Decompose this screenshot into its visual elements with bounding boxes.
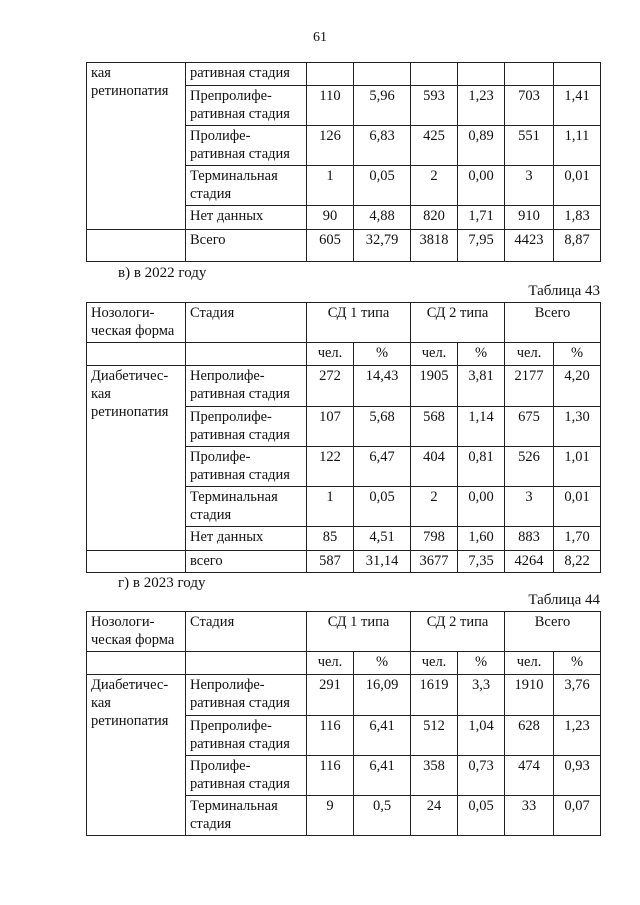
empty-cell bbox=[87, 551, 186, 573]
value-cell: 3818 bbox=[411, 230, 458, 262]
value-cell: 1,14 bbox=[458, 407, 505, 447]
section-caption-2022: в) в 2022 году bbox=[118, 265, 207, 281]
value-cell: 0,5 bbox=[354, 796, 411, 836]
value-cell: 0,05 bbox=[354, 166, 411, 206]
value-cell: 910 bbox=[505, 206, 554, 230]
value-cell: 7,95 bbox=[458, 230, 505, 262]
table-row bbox=[87, 63, 601, 86]
header-sd1: СД 1 типа bbox=[307, 612, 411, 652]
value-cell bbox=[458, 63, 505, 86]
value-cell: 1,30 bbox=[554, 407, 601, 447]
nosology-cell: кая ретинопатия bbox=[87, 63, 186, 230]
stage-cell: Пролифе- ративная стадия bbox=[186, 126, 307, 166]
value-cell: 14,43 bbox=[354, 366, 411, 407]
value-cell: 587 bbox=[307, 551, 354, 573]
page-number: 61 bbox=[313, 30, 327, 45]
table-continuation bbox=[86, 62, 601, 262]
value-cell: 568 bbox=[411, 407, 458, 447]
subheader-cell: % bbox=[354, 652, 411, 675]
table-header-row bbox=[87, 303, 601, 343]
header-total: Всего bbox=[505, 612, 601, 652]
value-cell: 0,05 bbox=[458, 796, 505, 836]
value-cell: 0,93 bbox=[554, 756, 601, 796]
value-cell bbox=[307, 63, 354, 86]
value-cell: 90 bbox=[307, 206, 354, 230]
section-caption-2023: г) в 2023 году bbox=[118, 575, 206, 591]
table-header-row bbox=[87, 612, 601, 652]
empty-cell bbox=[87, 652, 186, 675]
value-cell: 3,76 bbox=[554, 675, 601, 716]
value-cell: 0,73 bbox=[458, 756, 505, 796]
value-cell: 5,96 bbox=[354, 86, 411, 126]
value-cell: 1,41 bbox=[554, 86, 601, 126]
value-cell: 551 bbox=[505, 126, 554, 166]
nosology-cell: Диабетичес- кая ретинопатия bbox=[87, 675, 186, 836]
value-cell: 9 bbox=[307, 796, 354, 836]
value-cell: 3 bbox=[505, 166, 554, 206]
value-cell: 0,81 bbox=[458, 447, 505, 487]
value-cell: 122 bbox=[307, 447, 354, 487]
value-cell: 1,04 bbox=[458, 716, 505, 756]
value-cell: 512 bbox=[411, 716, 458, 756]
subheader-cell: чел. bbox=[505, 652, 554, 675]
stage-cell: Всего bbox=[186, 230, 307, 262]
stage-cell: Терминальная стадия bbox=[186, 166, 307, 206]
value-cell: 1 bbox=[307, 487, 354, 527]
table-total-row bbox=[87, 551, 601, 573]
value-cell: 116 bbox=[307, 756, 354, 796]
value-cell: 6,47 bbox=[354, 447, 411, 487]
value-cell: 0,00 bbox=[458, 487, 505, 527]
value-cell: 3677 bbox=[411, 551, 458, 573]
value-cell: 358 bbox=[411, 756, 458, 796]
table-44 bbox=[86, 611, 601, 836]
value-cell: 4,20 bbox=[554, 366, 601, 407]
subheader-cell: чел. bbox=[307, 652, 354, 675]
header-stage: Стадия bbox=[186, 612, 307, 652]
value-cell: 2 bbox=[411, 487, 458, 527]
value-cell: 798 bbox=[411, 527, 458, 551]
value-cell: 820 bbox=[411, 206, 458, 230]
value-cell bbox=[411, 63, 458, 86]
value-cell: 291 bbox=[307, 675, 354, 716]
subheader-cell: чел. bbox=[307, 343, 354, 366]
empty-cell bbox=[87, 343, 186, 366]
value-cell: 6,83 bbox=[354, 126, 411, 166]
value-cell: 0,89 bbox=[458, 126, 505, 166]
value-cell: 24 bbox=[411, 796, 458, 836]
stage-cell: Нет данных bbox=[186, 527, 307, 551]
stage-cell: всего bbox=[186, 551, 307, 573]
value-cell: 4,51 bbox=[354, 527, 411, 551]
value-cell: 6,41 bbox=[354, 756, 411, 796]
value-cell bbox=[505, 63, 554, 86]
stage-cell: Терминальная стадия bbox=[186, 796, 307, 836]
table-43 bbox=[86, 302, 601, 573]
value-cell: 1,23 bbox=[554, 716, 601, 756]
table-number-44: Таблица 44 bbox=[528, 592, 600, 608]
value-cell: 32,79 bbox=[354, 230, 411, 262]
nosology-cell: Диабетичес- кая ретинопатия bbox=[87, 366, 186, 551]
value-cell: 1,71 bbox=[458, 206, 505, 230]
value-cell: 0,00 bbox=[458, 166, 505, 206]
value-cell: 1,70 bbox=[554, 527, 601, 551]
value-cell: 272 bbox=[307, 366, 354, 407]
stage-cell: Терминальная стадия bbox=[186, 487, 307, 527]
stage-cell: Препролифе- ративная стадия bbox=[186, 716, 307, 756]
stage-cell: Пролифе- ративная стадия bbox=[186, 447, 307, 487]
value-cell: 126 bbox=[307, 126, 354, 166]
value-cell: 1 bbox=[307, 166, 354, 206]
empty-cell bbox=[87, 230, 186, 262]
value-cell: 1,60 bbox=[458, 527, 505, 551]
value-cell: 0,05 bbox=[354, 487, 411, 527]
table-row bbox=[87, 366, 601, 407]
value-cell: 4264 bbox=[505, 551, 554, 573]
header-sd2: СД 2 типа bbox=[411, 303, 505, 343]
value-cell: 33 bbox=[505, 796, 554, 836]
value-cell: 2177 bbox=[505, 366, 554, 407]
header-sd2: СД 2 типа bbox=[411, 612, 505, 652]
table-subheader-row bbox=[87, 652, 601, 675]
value-cell: 404 bbox=[411, 447, 458, 487]
value-cell: 526 bbox=[505, 447, 554, 487]
empty-cell bbox=[186, 652, 307, 675]
value-cell: 1,01 bbox=[554, 447, 601, 487]
header-nosology: Нозологи- ческая форма bbox=[87, 612, 186, 652]
subheader-cell: % bbox=[458, 343, 505, 366]
value-cell: 3,81 bbox=[458, 366, 505, 407]
subheader-cell: % bbox=[554, 343, 601, 366]
stage-cell: ративная стадия bbox=[186, 63, 307, 86]
value-cell: 1905 bbox=[411, 366, 458, 407]
value-cell: 1,23 bbox=[458, 86, 505, 126]
value-cell: 31,14 bbox=[354, 551, 411, 573]
value-cell: 628 bbox=[505, 716, 554, 756]
table-number-43: Таблица 43 bbox=[528, 283, 600, 299]
value-cell: 3 bbox=[505, 487, 554, 527]
value-cell: 0,01 bbox=[554, 487, 601, 527]
value-cell: 1,11 bbox=[554, 126, 601, 166]
value-cell: 116 bbox=[307, 716, 354, 756]
stage-cell: Непролифе- ративная стадия bbox=[186, 366, 307, 407]
value-cell: 7,35 bbox=[458, 551, 505, 573]
value-cell: 883 bbox=[505, 527, 554, 551]
value-cell: 1619 bbox=[411, 675, 458, 716]
value-cell: 4423 bbox=[505, 230, 554, 262]
stage-cell: Нет данных bbox=[186, 206, 307, 230]
value-cell: 107 bbox=[307, 407, 354, 447]
table-total-row bbox=[87, 230, 601, 262]
header-nosology: Нозологи- ческая форма bbox=[87, 303, 186, 343]
subheader-cell: % bbox=[354, 343, 411, 366]
value-cell: 675 bbox=[505, 407, 554, 447]
stage-cell: Непролифе- ративная стадия bbox=[186, 675, 307, 716]
subheader-cell: % bbox=[458, 652, 505, 675]
stage-cell: Препролифе- ративная стадия bbox=[186, 407, 307, 447]
value-cell bbox=[554, 63, 601, 86]
value-cell: 474 bbox=[505, 756, 554, 796]
header-stage: Стадия bbox=[186, 303, 307, 343]
value-cell: 16,09 bbox=[354, 675, 411, 716]
value-cell: 703 bbox=[505, 86, 554, 126]
value-cell: 605 bbox=[307, 230, 354, 262]
value-cell: 425 bbox=[411, 126, 458, 166]
value-cell: 1,83 bbox=[554, 206, 601, 230]
value-cell: 0,01 bbox=[554, 166, 601, 206]
value-cell: 1910 bbox=[505, 675, 554, 716]
value-cell: 593 bbox=[411, 86, 458, 126]
subheader-cell: чел. bbox=[411, 652, 458, 675]
subheader-cell: % bbox=[554, 652, 601, 675]
value-cell: 5,68 bbox=[354, 407, 411, 447]
value-cell: 6,41 bbox=[354, 716, 411, 756]
value-cell: 2 bbox=[411, 166, 458, 206]
header-sd1: СД 1 типа bbox=[307, 303, 411, 343]
value-cell: 4,88 bbox=[354, 206, 411, 230]
stage-cell: Препролифе- ративная стадия bbox=[186, 86, 307, 126]
table-row bbox=[87, 675, 601, 716]
value-cell: 85 bbox=[307, 527, 354, 551]
value-cell: 8,87 bbox=[554, 230, 601, 262]
value-cell: 110 bbox=[307, 86, 354, 126]
value-cell bbox=[354, 63, 411, 86]
value-cell: 3,3 bbox=[458, 675, 505, 716]
header-total: Всего bbox=[505, 303, 601, 343]
value-cell: 0,07 bbox=[554, 796, 601, 836]
table-subheader-row bbox=[87, 343, 601, 366]
value-cell: 8,22 bbox=[554, 551, 601, 573]
stage-cell: Пролифе- ративная стадия bbox=[186, 756, 307, 796]
subheader-cell: чел. bbox=[505, 343, 554, 366]
subheader-cell: чел. bbox=[411, 343, 458, 366]
empty-cell bbox=[186, 343, 307, 366]
